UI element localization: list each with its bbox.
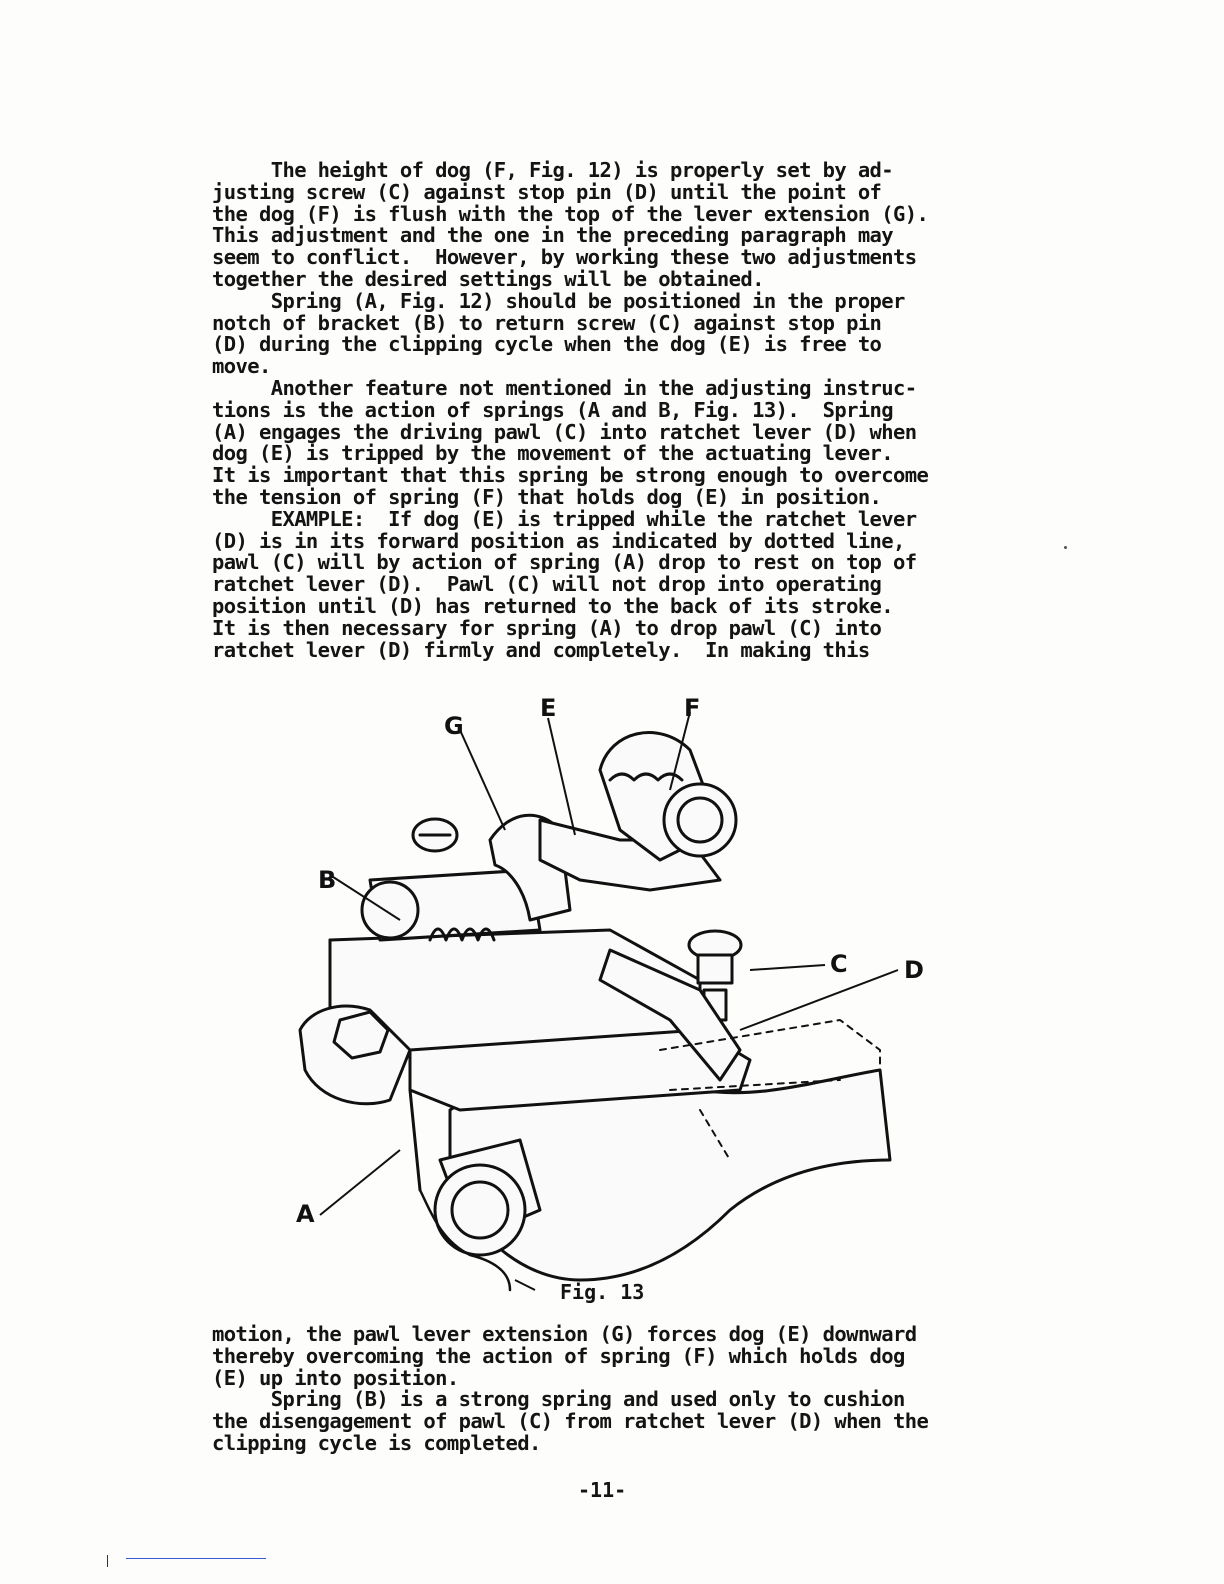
text-line: This adjustment and the one in the preceding paragraph may [212,223,894,248]
callout-a: A [296,1200,315,1228]
callout-g: G [444,712,464,740]
callout-d: D [904,956,924,984]
text-line: justing screw (C) against stop pin (D) until the point of [212,179,882,204]
text-line: (E) up into position. [212,1365,459,1390]
text-line: ratchet lever (D) firmly and completely. In making this [212,637,870,662]
text-line: (D) is in its forward position as indicated by dotted line, [212,528,905,553]
callout-c: C [830,950,848,978]
text-line: seem to conflict. However, by working these two adjustments [212,245,917,270]
page-number: -11- [578,1478,627,1502]
text-line: position until (D) has returned to the back of its stroke. [212,593,894,618]
text-line: the dog (F) is flush with the top of the lever extension (G). [212,201,929,226]
text-line: (A) engages the driving pawl (C) into ratchet lever (D) when [212,419,917,444]
text-line: Spring (B) is a strong spring and used only to cushion [212,1387,905,1412]
text-line: dog (E) is tripped by the movement of the actuating lever. [212,441,894,466]
text-line: tions is the action of springs (A and B, Fig. 13). Spring [212,397,894,422]
text-line: together the desired settings will be obtained. [212,266,764,291]
text-line: EXAMPLE: If dog (E) is tripped while the ratchet lever [212,506,917,531]
text-line: Another feature not mentioned in the adjusting instruc- [212,375,917,400]
footer-rule [126,1558,266,1559]
text-line: Spring (A, Fig. 12) should be positioned in the proper [212,288,905,313]
text-line: It is then necessary for spring (A) to drop pawl (C) into [212,615,882,640]
text-line: (D) during the clipping cycle when the dog (E) is free to [212,332,882,357]
text-line: thereby overcoming the action of spring (F) which holds dog [212,1343,905,1368]
callout-b: B [318,866,337,894]
mechanism-illustration [280,690,940,1310]
text-line: the disengagement of pawl (C) from ratchet lever (D) when the [212,1409,929,1434]
text-line: pawl (C) will by action of spring (A) drop to rest on top of [212,550,917,575]
top-paragraphs [212,160,1012,661]
text-line: motion, the pawl lever extension (G) forces dog (E) downward [212,1322,917,1346]
footer-tick-mark [107,1555,108,1567]
text-line: the tension of spring (F) that holds dog (E) in position. [212,484,882,509]
callout-f: F [684,694,701,722]
text-line: clipping cycle is completed. [212,1430,541,1455]
text-line: notch of bracket (B) to return screw (C) against stop pin [212,310,882,335]
figure-caption: Fig. 13 [560,1280,645,1304]
text-line: ratchet lever (D). Pawl (C) will not drop into operating [212,572,882,597]
callout-e: E [540,694,557,722]
text-line: move. [212,354,271,379]
text-line: It is important that this spring be strong enough to overcome [212,463,929,488]
scan-speck [1064,546,1067,549]
bottom-paragraphs [212,1324,1012,1455]
text-line: The height of dog (F, Fig. 12) is properly set by ad- [212,158,894,182]
